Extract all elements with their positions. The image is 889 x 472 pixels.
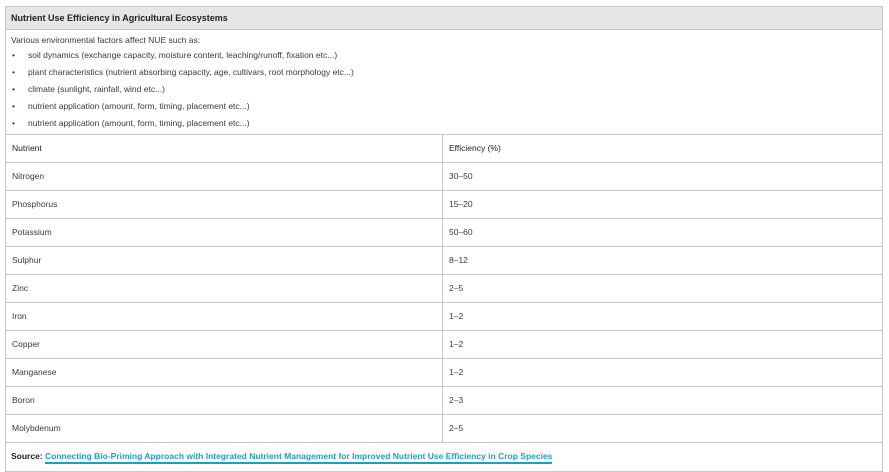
list-item — [11, 115, 877, 132]
efficiency-cell: 2–3 — [449, 395, 464, 405]
factors-intro: Various environmental factors affect NUE such as: — [11, 35, 201, 45]
table-row — [6, 275, 882, 303]
efficiency-cell: 1–2 — [449, 339, 464, 349]
nutrient-cell: Molybdenum — [6, 415, 443, 442]
factor-text: soil dynamics (exchange capacity, moisture content, leaching/runoff, fixation etc...) — [28, 50, 338, 60]
efficiency-cell: 15–20 — [449, 199, 473, 209]
column-header-nutrient: Nutrient — [6, 135, 443, 162]
nutrient-cell: Iron — [6, 303, 443, 330]
bullet-icon: • — [12, 84, 15, 94]
table-row — [6, 359, 882, 387]
nutrient-cell: Copper — [6, 331, 443, 358]
source-label: Source: — [11, 451, 43, 461]
list-item — [11, 81, 877, 98]
table-row — [6, 163, 882, 191]
list-item — [11, 64, 877, 81]
nutrient-cell: Potassium — [6, 219, 443, 246]
efficiency-cell: 2–5 — [449, 423, 464, 433]
factors-note — [6, 30, 882, 135]
factor-text: nutrient application (amount, form, timing, placement etc...) — [28, 101, 250, 111]
efficiency-cell: 1–2 — [449, 367, 464, 377]
table-row — [6, 191, 882, 219]
column-header-efficiency: Efficiency (%) — [449, 143, 501, 153]
list-item — [11, 47, 877, 64]
table-row — [6, 415, 882, 443]
bullet-icon: • — [12, 118, 15, 128]
table-row — [6, 219, 882, 247]
bullet-icon: • — [12, 67, 15, 77]
efficiency-cell: 1–2 — [449, 311, 464, 321]
bullet-icon: • — [12, 50, 15, 60]
factor-text: plant characteristics (nutrient absorbing capacity, age, cultivars, root morphology etc...) — [28, 67, 354, 77]
source-note — [6, 443, 882, 471]
efficiency-cell: 2–5 — [449, 283, 464, 293]
efficiency-cell: 8–12 — [449, 255, 468, 265]
nutrient-cell: Boron — [6, 387, 443, 414]
nutrient-cell: Zinc — [6, 275, 443, 302]
source-link[interactable]: Connecting Bio-Priming Approach with Integrated Nutrient Management for Improved Nutrient Use Efficiency in Crop Species — [45, 451, 552, 464]
nutrient-cell: Phosphorus — [6, 191, 443, 218]
efficiency-cell: 30–50 — [449, 171, 473, 181]
nue-table — [5, 6, 883, 472]
factor-text: climate (sunlight, rainfall, wind etc...) — [28, 84, 165, 94]
nutrient-cell: Nitrogen — [6, 163, 443, 190]
table-row — [6, 247, 882, 275]
table-title: Nutrient Use Efficiency in Agricultural Ecosystems — [6, 7, 882, 30]
factor-text: nutrient application (amount, form, timing, placement etc...) — [28, 118, 250, 128]
table-row — [6, 331, 882, 359]
list-item — [11, 98, 877, 115]
nutrient-cell: Manganese — [6, 359, 443, 386]
table-header-row — [6, 135, 882, 163]
table-row — [6, 303, 882, 331]
nutrient-cell: Sulphur — [6, 247, 443, 274]
bullet-icon: • — [12, 101, 15, 111]
table-row — [6, 387, 882, 415]
factors-list — [11, 47, 877, 132]
efficiency-cell: 50–60 — [449, 227, 473, 237]
